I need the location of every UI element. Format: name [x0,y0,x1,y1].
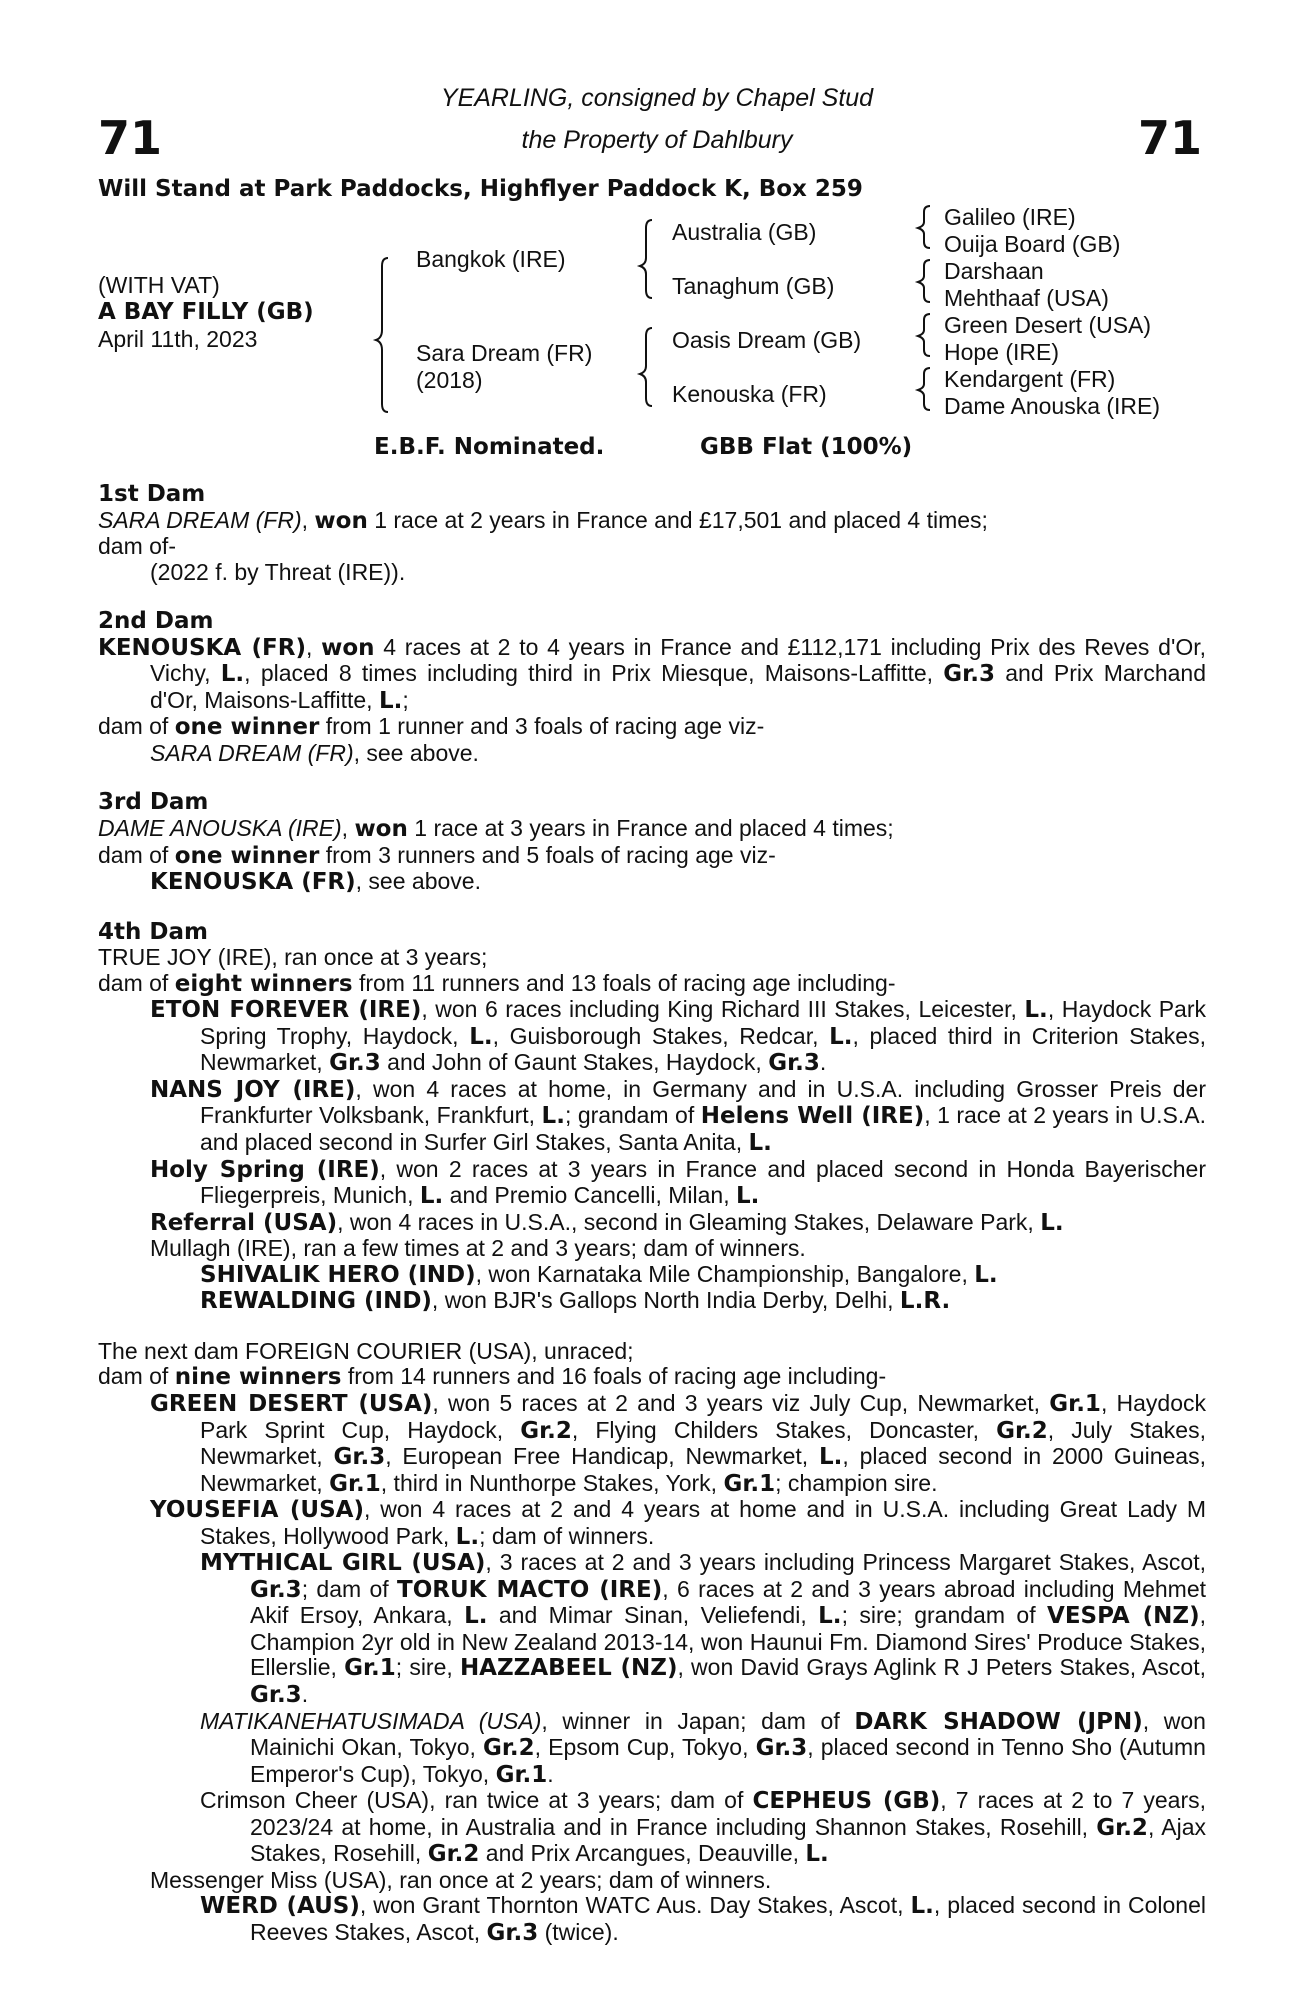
pedigree-g1: Galileo (IRE) [944,204,1076,230]
pedigree-g6: Hope (IRE) [944,339,1060,365]
lot-number-left: 71 [98,111,163,165]
pedigree-g5: Green Desert (USA) [944,312,1152,338]
entry-werd: WERD (AUS), won Grant Thornton WATC Aus. Day Stakes, Ascot, L., placed second in Colonel Reeves Stakes, Ascot, Gr.3 (twice). [200,1892,1207,1946]
first-dam-heading: 1st Dam [98,481,206,507]
second-dam-record: KENOUSKA (FR), won 4 races at 2 to 4 years in France and £112,171 including Prix des Reves d'Or, Vichy, L., placed 8 times including third in Prix Miesque, Maisons-Laffitte, Gr.3 and Prix Marchand d'Or, Maisons-Laffitte, L.; [98,633,1207,714]
second-dam-heading: 2nd Dam [98,608,214,635]
second-dam-child: SARA DREAM (FR), see above. [150,739,479,766]
pedigree-sire-sire: Australia (GB) [672,219,817,245]
dam-history [98,482,1206,1946]
entry-mullagh: Mullagh (IRE), ran a few times at 2 and 3 years; dam of winners. [150,1235,806,1262]
first-dam-record: SARA DREAM (FR), won 1 race at 2 years in France and £17,501 and placed 4 times; [98,506,988,534]
pedigree-dam-sire: Oasis Dream (GB) [672,327,862,353]
pedigree-g8: Dame Anouska (IRE) [944,393,1161,419]
pedigree-sire: Bangkok (IRE) [416,246,566,272]
next-dam-of: dam of nine winners from 14 runners and 16 foals of racing age including- [98,1363,887,1391]
pedigree-dam-dam: Kenouska (FR) [672,381,827,407]
third-dam-child: KENOUSKA (FR), see above. [150,868,481,896]
entry-rewalding: REWALDING (IND), won BJR's Gallops North India Derby, Delhi, L.R. [200,1287,951,1315]
entry-yousefia: YOUSEFIA (USA), won 4 races at 2 and 4 years at home and in U.S.A. including Great Lady M Stakes, Hollywood Park, L.; dam of winners. [150,1496,1207,1550]
pedigree-braces [0,0,1314,440]
entry-crimson-cheer: Crimson Cheer (USA), ran twice at 3 years; dam of CEPHEUS (GB), 7 races at 2 to 7 years, 2023/24 at home, in Australia and in France including Shannon Stakes, Rosehill, Gr.2, Ajax Stakes, Rosehill, Gr.2 and Prix Arcangues, Deauville, L. [200,1787,1207,1868]
second-dam-of: dam of one winner from 1 runner and 3 foals of racing age viz- [98,713,765,741]
third-dam-of: dam of one winner from 3 runners and 5 foals of racing age viz- [98,841,776,869]
third-dam-heading: 3rd Dam [98,789,209,816]
pedigree-dam: Sara Dream (FR) [416,340,593,366]
entry-holy-spring: Holy Spring (IRE), won 2 races at 3 years in France and placed second in Honda Bayerischer Fliegerpreis, Munich, L. and Premio Cancelli, Milan, L. [150,1155,1206,1210]
consignment-line: YEARLING, consigned by Chapel Stud [440,84,874,112]
next-dam-intro: The next dam FOREIGN COURIER (USA), unraced; [98,1337,634,1364]
foaling-date: April 11th, 2023 [98,326,258,352]
pedigree-dam-year: (2018) [416,367,483,393]
entry-nans-joy: NANS JOY (IRE), won 4 races at home, in Germany and in U.S.A. including Grosser Preis der Frankfurter Volksbank, Frankfurt, L.; grandam of Helens Well (IRE), 1 race at 2 years in U.S.A. and placed second in Surfer Girl Stakes, Santa Anita, L. [150,1075,1207,1157]
pedigree-g7: Kendargent (FR) [944,366,1116,392]
lot-number-right: 71 [1137,111,1202,165]
pedigree-g4: Mehthaaf (USA) [944,285,1109,311]
pedigree-g2: Ouija Board (GB) [944,231,1121,257]
first-dam-offspring: (2022 f. by Threat (IRE)). [150,558,406,585]
entry-messenger-miss: Messenger Miss (USA), ran once at 2 years; dam of winners. [150,1866,772,1893]
property-line: the Property of Dahlbury [521,126,793,154]
entry-shivalik-hero: SHIVALIK HERO (IND), won Karnataka Mile Championship, Bangalore, L. [200,1260,998,1288]
vat-label: (WITH VAT) [98,272,220,298]
entry-mythical-girl: MYTHICAL GIRL (USA), 3 races at 2 and 3 years including Princess Margaret Stakes, Ascot, Gr.3; dam of TORUK MACTO (IRE), 6 races at 2 and 3 years abroad including Mehmet Akif Ersoy, Ankara, L. and Mimar Sinan, Veliefendi, L.; sire; grandam of VESPA (NZ), Champion 2yr old in New Zealand 2013-14, won Haunui Fm. Diamond Sires' Produce Stakes, Ellerslie, Gr.1; sire, HAZZABEEL (NZ), won David Grays Aglink R J Peters Stakes, Ascot, Gr.3. [200,1549,1207,1708]
fourth-dam-intro: TRUE JOY (IRE), ran once at 3 years; [98,944,488,971]
fourth-dam-of: dam of eight winners from 11 runners and 13 foals of racing age including- [98,969,896,997]
entry-referral: Referral (USA), won 4 races in U.S.A., second in Gleaming Stakes, Delaware Park, L. [150,1208,1064,1236]
horse-name: A BAY FILLY (GB) [98,299,314,325]
fourth-dam-heading: 4th Dam [98,918,208,945]
pedigree-sire-dam: Tanaghum (GB) [672,273,835,299]
entry-matikanehatusimada: MATIKANEHATUSIMADA (USA), winner in Japan; dam of DARK SHADOW (JPN), won Mainichi Okan, Tokyo, Gr.2, Epsom Cup, Tokyo, Gr.3, placed second in Tenno Sho (Autumn Emperor's Cup), Tokyo, Gr.1. [200,1707,1206,1788]
third-dam-record: DAME ANOUSKA (IRE), won 1 race at 3 years in France and placed 4 times; [98,815,894,843]
entry-green-desert: GREEN DESERT (USA), won 5 races at 2 and 3 years viz July Cup, Newmarket, Gr.1, Haydock Park Sprint Cup, Haydock, Gr.2, Flying Childers Stakes, Doncaster, Gr.2, July Stakes, Newmarket, Gr.3, European Free Handicap, Newmarket, L., placed second in 2000 Guineas, Newmarket, Gr.1, third in Nunthorpe Stakes, York, Gr.1; champion sire. [150,1389,1207,1497]
gbb-flat: GBB Flat (100%) [700,434,913,460]
entry-eton-forever: ETON FOREVER (IRE), won 6 races including King Richard III Stakes, Leicester, L., Haydock Park Spring Trophy, Haydock, L., Guisborough Stakes, Redcar, L., placed third in Criterion Stakes, Newmarket, Gr.3 and John of Gaunt Stakes, Haydock, Gr.3. [150,996,1206,1077]
first-dam-of: dam of- [98,533,176,560]
stand-line: Will Stand at Park Paddocks, Highflyer Paddock K, Box 259 [98,176,863,202]
ebf-nomination: E.B.F. Nominated. [374,434,605,460]
pedigree-g3: Darshaan [944,258,1044,284]
